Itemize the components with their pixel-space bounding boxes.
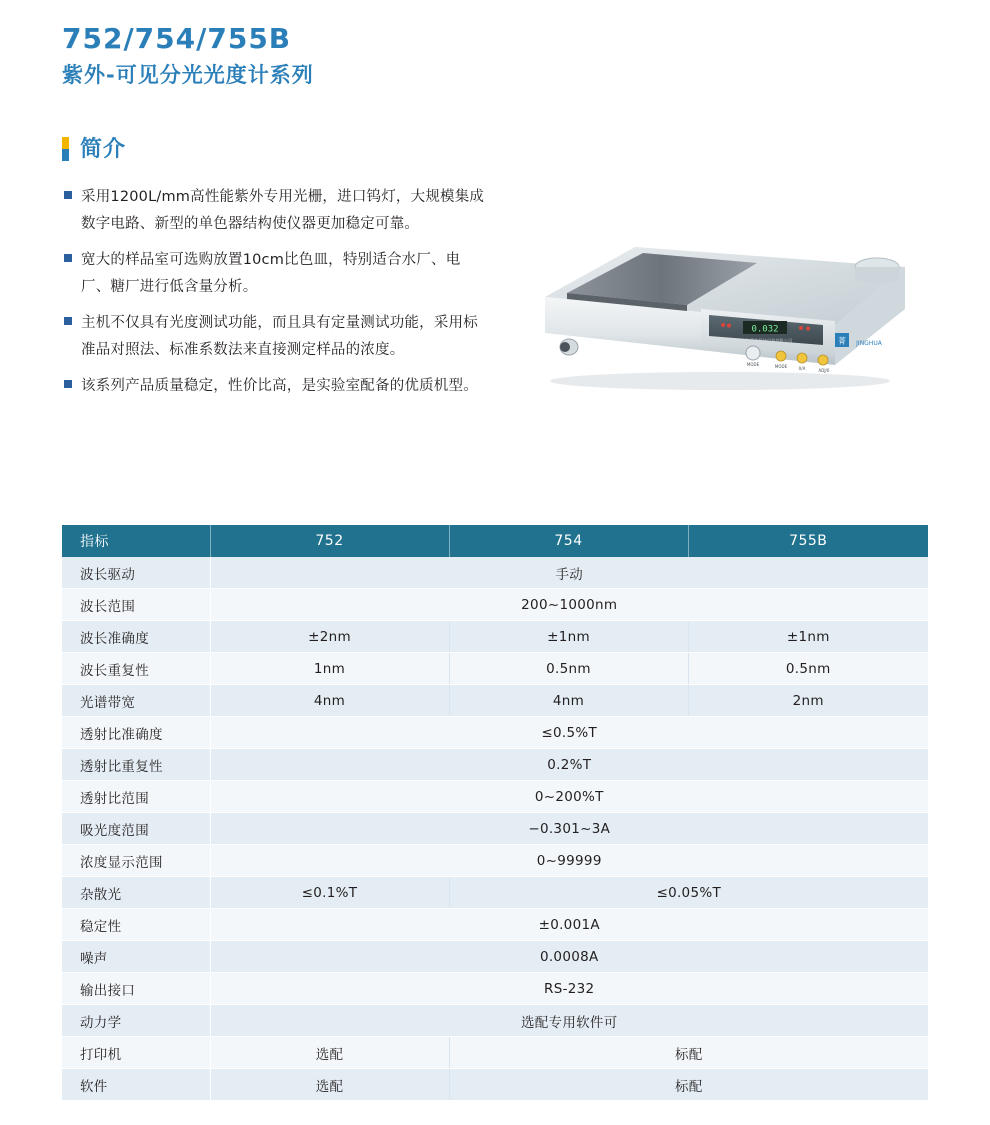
table-row [62, 973, 928, 1005]
column-header-752: 752 [210, 525, 449, 557]
svg-text:0.032: 0.032 [751, 324, 779, 335]
row-value: ±1nm [688, 621, 928, 653]
bullet-square-icon [64, 380, 72, 388]
row-value: 0.5nm [688, 653, 928, 685]
product-photo [505, 205, 925, 405]
row-value: RS-232 [210, 973, 928, 1005]
svg-text:MODE: MODE [746, 362, 760, 367]
row-label: 稳定性 [62, 909, 210, 941]
row-value: 2nm [688, 685, 928, 717]
row-value: 手动 [210, 557, 928, 589]
section-title: 简介 [80, 137, 127, 162]
bullet-text: 宽大的样品室可选购放置10cm比色皿，特别适合水厂、电厂、糖厂进行低含量分析。 [81, 252, 461, 295]
row-value: ±0.001A [210, 909, 928, 941]
svg-text:上海菁华科技仪器有限公司: 上海菁华科技仪器有限公司 [741, 338, 793, 343]
model-title: 752/754/755B [62, 22, 292, 55]
row-value: 0.2%T [210, 749, 928, 781]
section-marker-icon [62, 137, 69, 161]
row-value: 标配 [449, 1037, 928, 1069]
list-item [64, 184, 489, 238]
list-item [64, 247, 489, 301]
svg-text:MODE: MODE [774, 364, 788, 369]
bullet-text: 该系列产品质量稳定，性价比高，是实验室配备的优质机型。 [81, 378, 478, 394]
column-header-754: 754 [449, 525, 688, 557]
row-label: 浓度显示范围 [62, 845, 210, 877]
table-row [62, 621, 928, 653]
list-item [64, 310, 489, 364]
table-row [62, 685, 928, 717]
table-row [62, 1069, 928, 1101]
row-value: ≤0.1%T [210, 877, 449, 909]
row-value: −0.301~3A [210, 813, 928, 845]
row-label: 波长驱动 [62, 557, 210, 589]
row-value: 0.5nm [449, 653, 688, 685]
row-label: 动力学 [62, 1005, 210, 1037]
document-header [62, 22, 662, 90]
row-label: 透射比范围 [62, 781, 210, 813]
table-row [62, 717, 928, 749]
table-header-row [62, 525, 928, 557]
table-row [62, 845, 928, 877]
row-value: 选配 [210, 1037, 449, 1069]
row-label: 波长准确度 [62, 621, 210, 653]
table-row [62, 557, 928, 589]
bullet-square-icon [64, 191, 72, 199]
table-row [62, 877, 928, 909]
row-value: 0~200%T [210, 781, 928, 813]
row-value: 标配 [449, 1069, 928, 1101]
row-value: ≤0.5%T [210, 717, 928, 749]
section-heading [62, 132, 126, 163]
row-value: ±2nm [210, 621, 449, 653]
row-label: 杂散光 [62, 877, 210, 909]
row-value: 4nm [210, 685, 449, 717]
svg-text:0/A: 0/A [798, 366, 806, 371]
bullet-square-icon [64, 254, 72, 262]
series-title: 紫外-可见分光光度计系列 [62, 63, 314, 87]
row-label: 打印机 [62, 1037, 210, 1069]
row-label: 噪声 [62, 941, 210, 973]
column-header-index: 指标 [62, 525, 210, 557]
row-label: 波长范围 [62, 589, 210, 621]
svg-text:ADJ/0: ADJ/0 [818, 368, 830, 373]
row-label: 透射比重复性 [62, 749, 210, 781]
table-row [62, 909, 928, 941]
bullet-text: 主机不仅具有光度测试功能，而且具有定量测试功能，采用标准品对照法、标准系数法来直接测定样品的浓度。 [81, 315, 478, 358]
table-row [62, 781, 928, 813]
svg-text:JINGHUA: JINGHUA [856, 340, 882, 347]
row-label: 软件 [62, 1069, 210, 1101]
column-header-755b: 755B [688, 525, 928, 557]
row-value: ≤0.05%T [449, 877, 928, 909]
row-value: 1nm [210, 653, 449, 685]
table-row [62, 589, 928, 621]
row-value: 0.0008A [210, 941, 928, 973]
bullet-text: 采用1200L/mm高性能紫外专用光栅，进口钨灯，大规模集成数字电路、新型的单色器结构使仪器更加稳定可靠。 [81, 189, 485, 232]
row-value: ±1nm [449, 621, 688, 653]
row-label: 透射比准确度 [62, 717, 210, 749]
row-value: 0~99999 [210, 845, 928, 877]
table-row [62, 749, 928, 781]
table-row [62, 813, 928, 845]
row-value: 选配 [210, 1069, 449, 1101]
row-label: 波长重复性 [62, 653, 210, 685]
row-label: 输出接口 [62, 973, 210, 1005]
table-row [62, 941, 928, 973]
bullet-square-icon [64, 317, 72, 325]
table-row [62, 653, 928, 685]
intro-bullet-list [64, 184, 489, 409]
row-label: 吸光度范围 [62, 813, 210, 845]
table-row [62, 1037, 928, 1069]
svg-text:菁: 菁 [838, 336, 846, 346]
row-value: 4nm [449, 685, 688, 717]
table-row [62, 1005, 928, 1037]
list-item [64, 373, 489, 400]
row-value: 200~1000nm [210, 589, 928, 621]
row-value: 选配专用软件可 [210, 1005, 928, 1037]
specification-table [62, 525, 928, 1100]
row-label: 光谱带宽 [62, 685, 210, 717]
